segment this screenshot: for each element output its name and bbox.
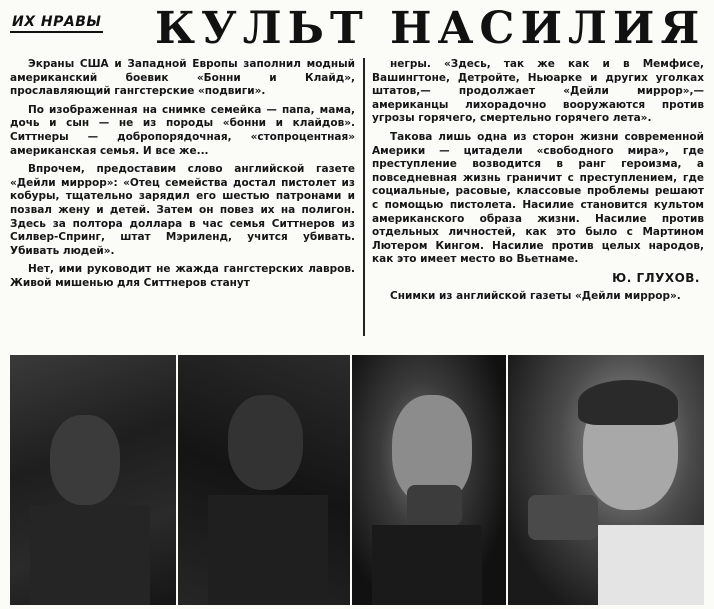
paragraph: По изображенная на снимке семейка — папа, мама, дочь и сын — не из породы «бонни и клайдов». Ситтнеры — добропорядочная, «стопроцентная» американская семья. И все же... [10,103,355,157]
paragraph: Впрочем, предоставим слово английской газете «Дейли миррор»: «Отец семейства достал пистолет из кобуры, тщательно зарядил его шестью патронами и позвал жену и детей. Затем он повез их на полигон. Здесь за полтора доллара в час семья Ситтнеров из Силвер-Спринг, штат Мэриленд, учится убивать. Убивать людей». [10,163,355,257]
paragraph: Такова лишь одна из сторон жизни современной Америки — цитадели «свободного мира», где преступление возводится в ранг героизма, а повседневная жизнь граничит с преступлением, где социальные, расовые, классовые проблемы решают с помощью пистолета. Насилие становится культом американского образа жизни. Насилие против отдельных личностей, как это было с Мартином Лютером Кингом. Насилие против целых народов, как это имеет место во Вьетнаме. [372,130,704,266]
right-column [372,58,704,308]
article-headline: КУЛЬТ НАСИЛИЯ [155,3,706,54]
author-signature: Ю. ГЛУХОВ. [612,270,700,285]
photo-father [10,355,176,605]
photo-mother [178,355,350,605]
photo-caption: Снимки из английской газеты «Дейли миррор». [390,289,681,302]
photo-daughter-with-pistol [352,355,506,605]
left-column [10,58,355,296]
column-divider [363,58,365,336]
photo-son-with-pistol [508,355,704,605]
paragraph: Экраны США и Западной Европы заполнил модный американский боевик «Бонни и Клайд», прославляющий гангстерские «подвиги». [10,58,355,98]
rubric-label: ИХ НРАВЫ [10,14,103,33]
paragraph: негры. «Здесь, так же как и в Мемфисе, Вашингтоне, Детройте, Ньюарке и других уголках штатов,— продолжает «Дейли миррор»,— американцы лихорадочно вооружаются против угрозы горячего, смертельно горячего лета». [372,58,704,125]
paragraph: Нет, ими руководит не жажда гангстерских лавров. Живой мишенью для Ситтнеров станут [10,263,355,289]
photo-strip [10,355,704,605]
